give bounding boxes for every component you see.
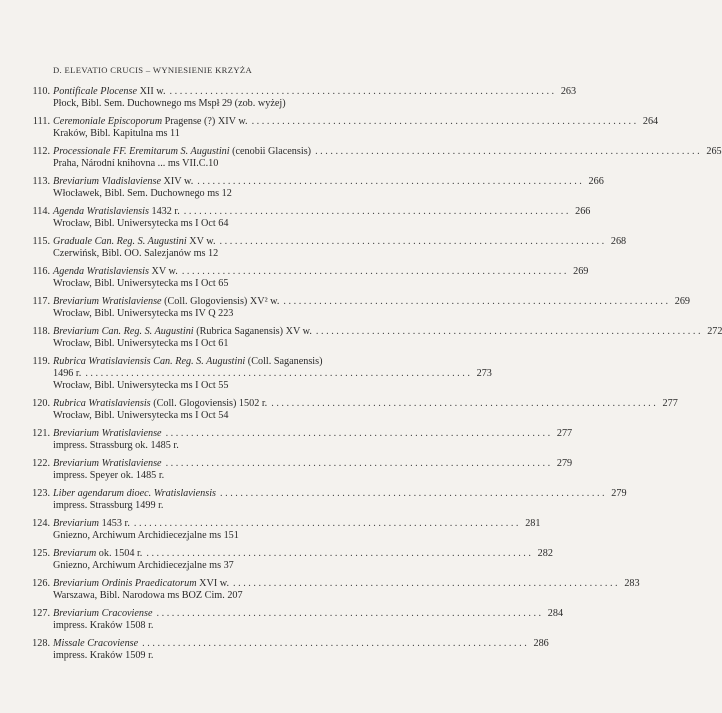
dot-leader [180,206,573,218]
entry-continuation-line [30,368,492,380]
dot-leader [216,488,609,500]
entry-page-number: 277 [556,428,573,439]
entry-title-italic: Breviarium Wratislaviense [53,428,162,439]
entry-title-italic: Graduale Can. Reg. S. Augustini [53,236,187,247]
dot-leader [267,398,660,410]
dot-leader [279,296,672,308]
entry-title-line [30,458,573,470]
entry-title [53,86,166,98]
entry-location: impress. Speyer ok. 1485 r. [53,470,165,481]
entry-title-line [30,488,627,500]
catalog-entry [30,176,604,200]
entry-location: Wrocław, Bibl. Uniwersytecka ms I Oct 54 [53,410,229,421]
entry-page-number: 282 [537,548,553,559]
catalog-entry [30,86,577,110]
catalog-list [30,86,722,668]
catalog-entry [30,356,492,392]
entry-title [53,578,229,590]
dot-leader [193,176,586,188]
entry-title [53,398,267,410]
entry-title [53,458,162,470]
entry-title-italic: Agenda Wratislaviensis [53,266,149,277]
entry-location: Kraków, Bibl. Kapitulna ms 11 [53,128,180,139]
entry-number: 126. [32,578,50,589]
dot-leader [166,86,559,98]
entry-title [53,236,216,248]
entry-page-number: 265 [706,146,722,157]
entry-title-line [30,398,678,410]
entry-number: 111. [32,116,50,127]
entry-location: Praha, Národní knihovna ... ms VII.C.10 [53,158,219,169]
entry-title-line [30,578,640,590]
entry-number: 110. [32,86,50,97]
catalog-entry [30,518,541,542]
catalog-entry [30,206,591,230]
catalog-entry [30,326,722,350]
entry-title-roman: XV w. [148,266,178,277]
entry-title-roman: (Coll. Glogoviensis) 1502 r. [150,398,268,409]
entry-page-number: 279 [556,458,573,469]
dot-leader [81,368,474,380]
entry-page-number: 283 [624,578,640,589]
entry-title-italic: Pontificale Plocense [53,86,138,97]
entry-number: 116. [32,266,50,277]
dot-leader [142,548,535,560]
entry-title [53,638,138,650]
entry-title [53,176,193,188]
entry-number: 117. [32,296,50,307]
entry-title-line [30,326,722,338]
entry-title-italic: Breviarium Cracoviense [53,608,153,619]
entry-title [53,266,178,278]
entry-title-italic: Breviarum [53,548,97,559]
catalog-entry [30,428,573,452]
entry-title [53,608,153,620]
entry-page-number: 263 [560,86,577,97]
entry-title-line [30,146,722,158]
dot-leader [216,236,609,248]
entry-title [53,356,323,368]
catalog-entry [30,458,573,482]
entry-title-roman: 1453 r. [99,518,130,529]
entry-title-roman: (Rubrica Saganensis) XV w. [193,326,312,337]
dot-leader [138,638,531,650]
entry-number: 122. [32,458,50,469]
dot-leader [312,326,705,338]
catalog-entry [30,146,722,170]
entry-page-number: 264 [642,116,659,127]
entry-page-number: 266 [588,176,604,187]
entry-title-roman: 1432 r. [148,206,180,217]
entry-title-roman: XVI w. [196,578,230,589]
entry-title [53,116,248,128]
entry-location: Włocławek, Bibl. Sem. Duchownego ms 12 [53,188,232,199]
entry-title-italic: Breviarium Vladislaviense [53,176,161,187]
entry-title-continuation: 1496 r. [53,368,82,379]
entry-number: 127. [32,608,50,619]
entry-page-number: 284 [547,608,564,619]
running-header: D. ELEVATIO CRUCIS – WYNIESIENIE KRZYŻA [53,65,253,75]
dot-leader [130,518,523,530]
entry-location: impress. Kraków 1508 r. [53,620,154,631]
entry-location: impress. Strassburg ok. 1485 r. [53,440,179,451]
entry-page-number: 269 [674,296,690,307]
entry-location: Wrocław, Bibl. Uniwersytecka ms IV Q 223 [53,308,234,319]
catalog-entry [30,116,659,140]
entry-page-number: 269 [573,266,589,277]
entry-title-italic: Breviarium Wratislaviense [53,458,162,469]
entry-title-italic: Rubrica Wratislaviensis [53,398,151,409]
entry-page-number: 281 [525,518,541,529]
entry-title-roman: XII w. [137,86,166,97]
entry-number: 123. [32,488,50,499]
catalog-entry [30,266,589,290]
entry-title-italic: Rubrica Wratislaviensis Can. Reg. S. Augustini [53,356,246,367]
catalog-entry [30,548,553,572]
entry-number: 124. [32,518,50,529]
entry-title-italic: Breviarium Wratislaviense [53,296,162,307]
entry-location: Wrocław, Bibl. Uniwersytecka ms I Oct 55 [53,380,229,391]
entry-title-line [30,608,564,620]
entry-title [53,296,279,308]
entry-number: 121. [32,428,50,439]
entry-title-roman: XV w. [186,236,216,247]
entry-title [53,548,142,560]
entry-title-italic: Breviarium [53,518,100,529]
entry-title-line [30,548,553,560]
entry-title-line [30,428,573,440]
entry-location: Wrocław, Bibl. Uniwersytecka ms I Oct 64 [53,218,229,229]
entry-title-roman: XIV w. [160,176,194,187]
entry-title-line [30,236,627,248]
entry-title-italic: Ceremoniale Episcoporum [53,116,163,127]
catalog-entry [30,608,564,632]
entry-location: Wrocław, Bibl. Uniwersytecka ms I Oct 65 [53,278,229,289]
entry-title-line [30,356,420,368]
catalog-entry [30,488,627,512]
entry-title-italic: Missale Cracoviense [53,638,139,649]
entry-location: Gniezno, Archiwum Archidiecezjalne ms 151 [53,530,239,541]
entry-page-number: 272 [707,326,722,337]
entry-title-line [30,86,577,98]
entry-page-number: 268 [610,236,627,247]
entry-number: 118. [32,326,50,337]
catalog-entry [30,578,640,602]
entry-title-italic: Agenda Wratislaviensis [53,206,149,217]
entry-title [53,488,216,500]
entry-title-roman: ok. 1504 r. [96,548,143,559]
dot-leader [178,266,571,278]
entry-number: 113. [32,176,50,187]
entry-title-roman: (cenobii Glacensis) [229,146,312,157]
entry-title-italic: Breviarium Can. Reg. S. Augustini [53,326,194,337]
entry-number: 114. [32,206,50,217]
dot-leader [248,116,641,128]
entry-number: 128. [32,638,50,649]
entry-title [53,146,311,158]
entry-title [53,518,130,530]
entry-number: 112. [32,146,50,157]
entry-location: Warszawa, Bibl. Narodowa ms BOZ Cim. 207 [53,590,243,601]
catalog-entry [30,638,549,662]
entry-title-line [30,176,604,188]
dot-leader [311,146,704,158]
entry-title [53,206,180,218]
entry-location: Czerwińsk, Bibl. OO. Salezjanów ms 12 [53,248,219,259]
catalog-entry [30,398,678,422]
entry-page-number: 277 [662,398,678,409]
entry-page-number: 273 [476,368,492,379]
entry-page-number: 266 [575,206,591,217]
entry-title-line [30,638,549,650]
entry-number: 119. [32,356,50,367]
entry-title-line [30,296,690,308]
entry-number: 125. [32,548,50,559]
entry-location: Wrocław, Bibl. Uniwersytecka ms I Oct 61 [53,338,229,349]
entry-page-number: 286 [533,638,549,649]
entry-location: Płock, Bibl. Sem. Duchownego ms Mspł 29 (zob. wyżej) [53,98,286,109]
entry-title-line [30,206,591,218]
entry-location: impress. Kraków 1509 r. [53,650,154,661]
dot-leader [162,428,555,440]
entry-number: 115. [32,236,50,247]
entry-number: 120. [32,398,50,409]
entry-title-roman: (Coll. Saganensis) [245,356,323,367]
entry-page-number: 279 [611,488,627,499]
catalog-entry [30,296,690,320]
entry-location: Gniezno, Archiwum Archidiecezjalne ms 37 [53,560,234,571]
entry-title-roman: Pragense (?) XIV w. [162,116,248,127]
entry-title-line [30,266,589,278]
entry-title [53,326,312,338]
entry-title-line [30,518,541,530]
entry-title [53,428,162,440]
entry-title-italic: Breviarium Ordinis Praedicatorum [53,578,197,589]
entry-title-italic: Processionale FF. Eremitarum S. Augustini [53,146,230,157]
dot-leader [229,578,622,590]
entry-title-italic: Liber agendarum dioec. Wratislaviensis [53,488,216,499]
dot-leader [153,608,546,620]
entry-location: impress. Strassburg 1499 r. [53,500,164,511]
dot-leader [162,458,555,470]
entry-title-roman: (Coll. Glogoviensis) XV² w. [161,296,280,307]
entry-title-line [30,116,659,128]
catalog-entry [30,236,627,260]
